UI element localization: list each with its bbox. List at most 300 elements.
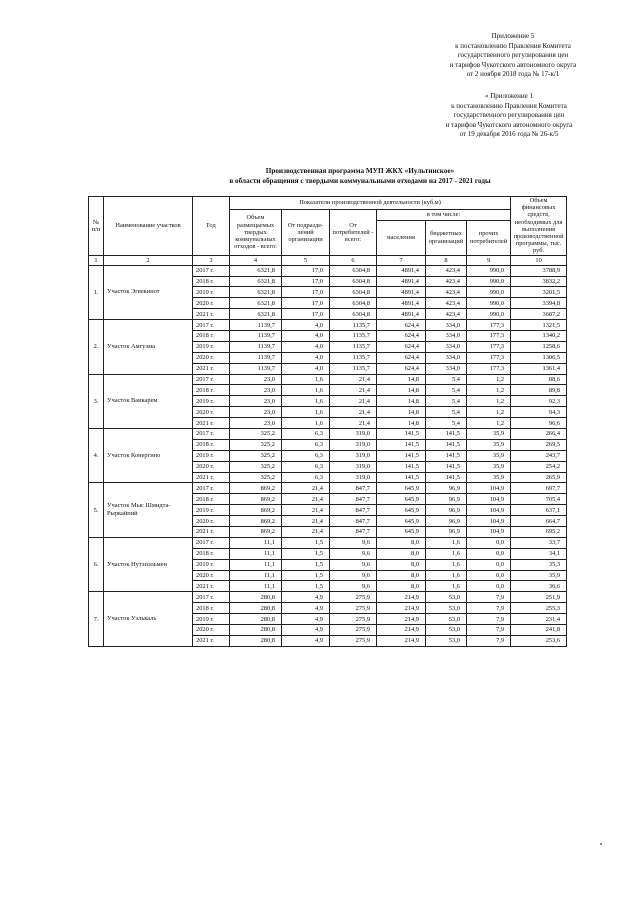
site-name: Участок Эгвекинот	[104, 265, 193, 319]
population-cell: 8,0	[377, 548, 426, 559]
population-cell: 8,0	[377, 537, 426, 548]
funding-cell: 89,8	[511, 385, 567, 396]
appendix-1-line: и тарифов Чукотского автономного округа	[445, 120, 573, 129]
from-consumers-cell: 1135,7	[330, 352, 377, 363]
budget-orgs-cell: 53,0	[426, 635, 467, 646]
budget-orgs-cell: 423,4	[426, 276, 467, 287]
other-consumers-cell: 7,9	[467, 625, 511, 636]
from-consumers-cell: 847,7	[330, 483, 377, 494]
header-site-name: Наименование участков	[104, 197, 193, 256]
from-consumers-cell: 275,9	[330, 603, 377, 614]
funding-cell: 253,6	[511, 635, 567, 646]
budget-orgs-cell: 423,4	[426, 265, 467, 276]
volume-total-cell: 11,1	[230, 537, 282, 548]
year-cell: 2018 г.	[193, 548, 230, 559]
other-consumers-cell: 177,3	[467, 341, 511, 352]
budget-orgs-cell: 96,9	[426, 527, 467, 538]
year-cell: 2017 г.	[193, 428, 230, 439]
from-subdivisions-cell: 4,0	[282, 320, 330, 331]
column-number: 9	[467, 255, 511, 265]
from-subdivisions-cell: 21,4	[282, 505, 330, 516]
funding-cell: 88,6	[511, 374, 567, 385]
funding-cell: 231,4	[511, 614, 567, 625]
budget-orgs-cell: 5,4	[426, 407, 467, 418]
appendix-5-line: к постановлению Правления Комитета	[455, 41, 571, 50]
from-subdivisions-cell: 1,6	[282, 396, 330, 407]
from-subdivisions-cell: 17,0	[282, 309, 330, 320]
year-cell: 2017 г.	[193, 537, 230, 548]
column-number: 5	[282, 255, 330, 265]
population-cell: 624,4	[377, 363, 426, 374]
other-consumers-cell: 0,0	[467, 581, 511, 592]
other-consumers-cell: 990,0	[467, 287, 511, 298]
site-number: 7.	[89, 592, 104, 646]
budget-orgs-cell: 334,0	[426, 363, 467, 374]
funding-cell: 1361,4	[511, 363, 567, 374]
from-subdivisions-cell: 4,9	[282, 625, 330, 636]
from-subdivisions-cell: 4,0	[282, 330, 330, 341]
year-cell: 2020 г.	[193, 407, 230, 418]
site-number: 5.	[89, 483, 104, 537]
table-row	[89, 320, 567, 331]
volume-total-cell: 1139,7	[230, 320, 282, 331]
funding-cell: 705,4	[511, 494, 567, 505]
population-cell: 645,9	[377, 494, 426, 505]
population-cell: 4891,4	[377, 298, 426, 309]
year-cell: 2021 г.	[193, 472, 230, 483]
population-cell: 645,9	[377, 527, 426, 538]
funding-cell: 265,9	[511, 472, 567, 483]
from-subdivisions-cell: 1,5	[282, 559, 330, 570]
column-number: 6	[330, 255, 377, 265]
other-consumers-cell: 104,9	[467, 483, 511, 494]
year-cell: 2021 г.	[193, 527, 230, 538]
other-consumers-cell: 7,9	[467, 635, 511, 646]
population-cell: 4891,4	[377, 265, 426, 276]
from-subdivisions-cell: 21,4	[282, 516, 330, 527]
volume-total-cell: 23,0	[230, 418, 282, 429]
budget-orgs-cell: 96,9	[426, 505, 467, 516]
funding-cell: 94,3	[511, 407, 567, 418]
other-consumers-cell: 104,9	[467, 516, 511, 527]
from-consumers-cell: 1135,7	[330, 341, 377, 352]
other-consumers-cell: 7,9	[467, 603, 511, 614]
funding-cell: 36,6	[511, 581, 567, 592]
population-cell: 4891,4	[377, 276, 426, 287]
population-cell: 8,0	[377, 581, 426, 592]
from-subdivisions-cell: 17,0	[282, 276, 330, 287]
budget-orgs-cell: 53,0	[426, 592, 467, 603]
from-subdivisions-cell: 6,3	[282, 428, 330, 439]
population-cell: 8,0	[377, 559, 426, 570]
volume-total-cell: 280,8	[230, 635, 282, 646]
from-consumers-cell: 6304,8	[330, 265, 377, 276]
population-cell: 214,9	[377, 635, 426, 646]
funding-cell: 637,1	[511, 505, 567, 516]
appendix-1-line: государственного регулирования цен	[453, 111, 565, 119]
budget-orgs-cell: 96,9	[426, 516, 467, 527]
from-subdivisions-cell: 17,0	[282, 298, 330, 309]
header-funding: Объем финансовых средств, необходимых для выполнения производственной программы, тыс. руб.	[511, 197, 567, 256]
other-consumers-cell: 1,2	[467, 385, 511, 396]
document-title	[150, 166, 570, 186]
volume-total-cell: 1139,7	[230, 341, 282, 352]
budget-orgs-cell: 334,0	[426, 330, 467, 341]
year-cell: 2018 г.	[193, 439, 230, 450]
site-number: 4.	[89, 428, 104, 482]
site-name: Участок Мыс Шмидта-Рыркайпий	[104, 483, 193, 537]
from-consumers-cell: 319,0	[330, 450, 377, 461]
volume-total-cell: 23,0	[230, 407, 282, 418]
appendix-5-line: и тарифов Чукотского автономного округа	[449, 60, 577, 69]
budget-orgs-cell: 141,5	[426, 450, 467, 461]
budget-orgs-cell: 141,5	[426, 461, 467, 472]
population-cell: 14,8	[377, 418, 426, 429]
funding-cell: 35,9	[511, 570, 567, 581]
budget-orgs-cell: 96,9	[426, 494, 467, 505]
from-consumers-cell: 21,4	[330, 418, 377, 429]
funding-cell: 1306,5	[511, 352, 567, 363]
volume-total-cell: 6321,8	[230, 309, 282, 320]
from-subdivisions-cell: 17,0	[282, 287, 330, 298]
population-cell: 14,8	[377, 374, 426, 385]
volume-total-cell: 280,8	[230, 592, 282, 603]
from-subdivisions-cell: 1,5	[282, 537, 330, 548]
other-consumers-cell: 104,9	[467, 527, 511, 538]
volume-total-cell: 6321,8	[230, 265, 282, 276]
budget-orgs-cell: 53,0	[426, 614, 467, 625]
from-subdivisions-cell: 6,3	[282, 450, 330, 461]
from-subdivisions-cell: 1,6	[282, 374, 330, 385]
volume-total-cell: 1139,7	[230, 330, 282, 341]
column-number: 3	[193, 255, 230, 265]
from-consumers-cell: 1135,7	[330, 330, 377, 341]
other-consumers-cell: 990,0	[467, 276, 511, 287]
other-consumers-cell: 990,0	[467, 265, 511, 276]
header-other-consumers: прочих потребителей	[467, 220, 511, 255]
table-body	[89, 265, 567, 646]
year-cell: 2017 г.	[193, 374, 230, 385]
population-cell: 624,4	[377, 341, 426, 352]
from-subdivisions-cell: 4,0	[282, 363, 330, 374]
population-cell: 4891,4	[377, 287, 426, 298]
volume-total-cell: 325,2	[230, 472, 282, 483]
year-cell: 2019 г.	[193, 396, 230, 407]
volume-total-cell: 1139,7	[230, 363, 282, 374]
from-consumers-cell: 6304,8	[330, 287, 377, 298]
volume-total-cell: 325,2	[230, 428, 282, 439]
budget-orgs-cell: 334,0	[426, 320, 467, 331]
from-consumers-cell: 9,6	[330, 548, 377, 559]
funding-cell: 96,6	[511, 418, 567, 429]
column-number: 7	[377, 255, 426, 265]
column-number: 2	[104, 255, 193, 265]
other-consumers-cell: 0,0	[467, 570, 511, 581]
from-consumers-cell: 847,7	[330, 505, 377, 516]
site-name: Участок Уэлькаль	[104, 592, 193, 646]
population-cell: 14,8	[377, 396, 426, 407]
from-consumers-cell: 275,9	[330, 635, 377, 646]
funding-cell: 697,7	[511, 483, 567, 494]
funding-cell: 664,7	[511, 516, 567, 527]
funding-cell: 251,9	[511, 592, 567, 603]
header-population: населения	[377, 220, 426, 255]
from-consumers-cell: 319,0	[330, 428, 377, 439]
year-cell: 2021 г.	[193, 363, 230, 374]
site-name: Участок Конергино	[104, 428, 193, 482]
other-consumers-cell: 990,0	[467, 309, 511, 320]
year-cell: 2020 г.	[193, 625, 230, 636]
appendix-1-line: от 19 декабря 2016 года № 26-к/5	[459, 130, 559, 138]
budget-orgs-cell: 5,4	[426, 385, 467, 396]
population-cell: 214,9	[377, 592, 426, 603]
other-consumers-cell: 104,9	[467, 505, 511, 516]
header-volume-total: Объем размещаемых твердых коммунальных отходов - всего:	[230, 210, 282, 256]
year-cell: 2020 г.	[193, 461, 230, 472]
from-subdivisions-cell: 1,6	[282, 385, 330, 396]
funding-cell: 269,5	[511, 439, 567, 450]
from-subdivisions-cell: 4,0	[282, 341, 330, 352]
other-consumers-cell: 177,3	[467, 352, 511, 363]
volume-total-cell: 325,2	[230, 461, 282, 472]
budget-orgs-cell: 5,4	[426, 374, 467, 385]
from-consumers-cell: 1135,7	[330, 320, 377, 331]
volume-total-cell: 280,8	[230, 625, 282, 636]
from-consumers-cell: 275,9	[330, 614, 377, 625]
appendix-1-line: « Приложение 1	[484, 92, 534, 100]
funding-cell: 34,1	[511, 548, 567, 559]
year-cell: 2020 г.	[193, 516, 230, 527]
scan-artifact-dot	[600, 843, 602, 845]
volume-total-cell: 280,8	[230, 603, 282, 614]
volume-total-cell: 6321,8	[230, 276, 282, 287]
year-cell: 2020 г.	[193, 352, 230, 363]
from-consumers-cell: 21,4	[330, 396, 377, 407]
from-consumers-cell: 21,4	[330, 407, 377, 418]
funding-cell: 243,7	[511, 450, 567, 461]
funding-cell: 35,3	[511, 559, 567, 570]
population-cell: 141,5	[377, 450, 426, 461]
population-cell: 14,8	[377, 407, 426, 418]
from-subdivisions-cell: 4,9	[282, 614, 330, 625]
year-cell: 2017 г.	[193, 265, 230, 276]
year-cell: 2019 г.	[193, 614, 230, 625]
funding-cell: 92,3	[511, 396, 567, 407]
other-consumers-cell: 177,3	[467, 330, 511, 341]
volume-total-cell: 1139,7	[230, 352, 282, 363]
appendix-1-header	[424, 92, 594, 140]
from-subdivisions-cell: 6,3	[282, 439, 330, 450]
year-cell: 2018 г.	[193, 385, 230, 396]
appendix-1-line: к постановлению Правления Комитета	[451, 101, 567, 110]
volume-total-cell: 325,2	[230, 450, 282, 461]
from-consumers-cell: 9,6	[330, 570, 377, 581]
from-subdivisions-cell: 21,4	[282, 483, 330, 494]
from-subdivisions-cell: 1,6	[282, 418, 330, 429]
population-cell: 214,9	[377, 603, 426, 614]
header-indicators: Показатели производственной деятельности (куб.м)	[230, 197, 511, 210]
population-cell: 8,0	[377, 570, 426, 581]
from-subdivisions-cell: 1,5	[282, 548, 330, 559]
from-consumers-cell: 319,0	[330, 439, 377, 450]
year-cell: 2019 г.	[193, 559, 230, 570]
budget-orgs-cell: 96,9	[426, 483, 467, 494]
budget-orgs-cell: 5,4	[426, 396, 467, 407]
appendix-5-line: Приложение 5	[491, 32, 535, 40]
budget-orgs-cell: 141,5	[426, 439, 467, 450]
year-cell: 2021 г.	[193, 418, 230, 429]
from-consumers-cell: 9,6	[330, 581, 377, 592]
from-consumers-cell: 21,4	[330, 385, 377, 396]
population-cell: 141,5	[377, 472, 426, 483]
site-name: Участок Амгуэма	[104, 320, 193, 374]
year-cell: 2019 г.	[193, 505, 230, 516]
budget-orgs-cell: 1,6	[426, 559, 467, 570]
population-cell: 645,9	[377, 505, 426, 516]
population-cell: 624,4	[377, 330, 426, 341]
budget-orgs-cell: 5,4	[426, 418, 467, 429]
from-consumers-cell: 9,6	[330, 537, 377, 548]
from-consumers-cell: 6304,8	[330, 298, 377, 309]
funding-cell: 241,8	[511, 625, 567, 636]
volume-total-cell: 280,8	[230, 614, 282, 625]
from-consumers-cell: 6304,8	[330, 276, 377, 287]
other-consumers-cell: 0,0	[467, 548, 511, 559]
from-subdivisions-cell: 21,4	[282, 494, 330, 505]
funding-cell: 254,2	[511, 461, 567, 472]
title-line-2: в области обращения с твердыми коммунальными отходами на 2017 - 2021 годы	[229, 177, 491, 185]
other-consumers-cell: 35,9	[467, 461, 511, 472]
column-number: 10	[511, 255, 567, 265]
table-row	[89, 428, 567, 439]
population-cell: 624,4	[377, 320, 426, 331]
budget-orgs-cell: 423,4	[426, 309, 467, 320]
other-consumers-cell: 7,9	[467, 614, 511, 625]
other-consumers-cell: 35,9	[467, 472, 511, 483]
year-cell: 2018 г.	[193, 330, 230, 341]
funding-cell: 1340,2	[511, 330, 567, 341]
table-row	[89, 537, 567, 548]
funding-cell: 3832,2	[511, 276, 567, 287]
from-subdivisions-cell: 4,9	[282, 603, 330, 614]
site-name: Участок Нутэпэльмен	[104, 537, 193, 591]
other-consumers-cell: 7,9	[467, 592, 511, 603]
from-subdivisions-cell: 6,3	[282, 472, 330, 483]
volume-total-cell: 869,2	[230, 494, 282, 505]
site-number: 2.	[89, 320, 104, 374]
header-from-consumers: От потребителей - всего:	[330, 210, 377, 256]
year-cell: 2021 г.	[193, 635, 230, 646]
population-cell: 141,5	[377, 461, 426, 472]
volume-total-cell: 6321,8	[230, 287, 282, 298]
from-subdivisions-cell: 4,9	[282, 592, 330, 603]
funding-cell: 266,4	[511, 428, 567, 439]
table-row	[89, 265, 567, 276]
funding-cell: 695,2	[511, 527, 567, 538]
from-consumers-cell: 847,7	[330, 527, 377, 538]
other-consumers-cell: 990,0	[467, 298, 511, 309]
year-cell: 2017 г.	[193, 320, 230, 331]
volume-total-cell: 11,1	[230, 559, 282, 570]
from-subdivisions-cell: 1,5	[282, 570, 330, 581]
header-year: Год	[193, 197, 230, 256]
from-subdivisions-cell: 17,0	[282, 265, 330, 276]
appendix-5-header	[428, 32, 598, 80]
budget-orgs-cell: 423,4	[426, 298, 467, 309]
from-consumers-cell: 21,4	[330, 374, 377, 385]
volume-total-cell: 11,1	[230, 548, 282, 559]
other-consumers-cell: 1,2	[467, 374, 511, 385]
year-cell: 2017 г.	[193, 483, 230, 494]
population-cell: 14,8	[377, 385, 426, 396]
table-row	[89, 483, 567, 494]
population-cell: 4891,4	[377, 309, 426, 320]
site-number: 3.	[89, 374, 104, 428]
other-consumers-cell: 35,9	[467, 439, 511, 450]
title-line-1: Производственная программа МУП ЖКХ «Иультинское»	[265, 167, 455, 175]
year-cell: 2019 г.	[193, 341, 230, 352]
volume-total-cell: 869,2	[230, 516, 282, 527]
from-subdivisions-cell: 4,0	[282, 352, 330, 363]
year-cell: 2018 г.	[193, 276, 230, 287]
other-consumers-cell: 177,3	[467, 320, 511, 331]
other-consumers-cell: 35,9	[467, 428, 511, 439]
population-cell: 214,9	[377, 625, 426, 636]
budget-orgs-cell: 141,5	[426, 472, 467, 483]
population-cell: 645,9	[377, 516, 426, 527]
other-consumers-cell: 104,9	[467, 494, 511, 505]
year-cell: 2019 г.	[193, 287, 230, 298]
production-program-table	[88, 196, 567, 647]
other-consumers-cell: 177,3	[467, 363, 511, 374]
appendix-5-line: от 2 ноября 2018 года № 17-к/1	[466, 70, 560, 78]
year-cell: 2021 г.	[193, 581, 230, 592]
budget-orgs-cell: 1,6	[426, 581, 467, 592]
site-number: 6.	[89, 537, 104, 591]
table-row	[89, 374, 567, 385]
from-consumers-cell: 319,0	[330, 472, 377, 483]
funding-cell: 3607,2	[511, 309, 567, 320]
header-from-subdivisions: От подразде-лений организации	[282, 210, 330, 256]
funding-cell: 33,7	[511, 537, 567, 548]
funding-cell: 255,3	[511, 603, 567, 614]
funding-cell: 3201,5	[511, 287, 567, 298]
from-consumers-cell: 847,7	[330, 494, 377, 505]
volume-total-cell: 869,2	[230, 483, 282, 494]
site-number: 1.	[89, 265, 104, 319]
population-cell: 214,9	[377, 614, 426, 625]
column-number: 8	[426, 255, 467, 265]
other-consumers-cell: 35,9	[467, 450, 511, 461]
from-consumers-cell: 847,7	[330, 516, 377, 527]
appendix-5-line: государственного регулирования цен	[457, 51, 569, 59]
year-cell: 2018 г.	[193, 603, 230, 614]
year-cell: 2020 г.	[193, 570, 230, 581]
from-subdivisions-cell: 1,6	[282, 407, 330, 418]
column-number: 1	[89, 255, 104, 265]
volume-total-cell: 23,0	[230, 374, 282, 385]
from-consumers-cell: 319,0	[330, 461, 377, 472]
header-num: № п/п	[89, 197, 104, 256]
volume-total-cell: 325,2	[230, 439, 282, 450]
volume-total-cell: 869,2	[230, 527, 282, 538]
budget-orgs-cell: 141,5	[426, 428, 467, 439]
population-cell: 141,5	[377, 428, 426, 439]
funding-cell: 1321,5	[511, 320, 567, 331]
budget-orgs-cell: 334,0	[426, 352, 467, 363]
year-cell: 2020 г.	[193, 298, 230, 309]
volume-total-cell: 23,0	[230, 396, 282, 407]
